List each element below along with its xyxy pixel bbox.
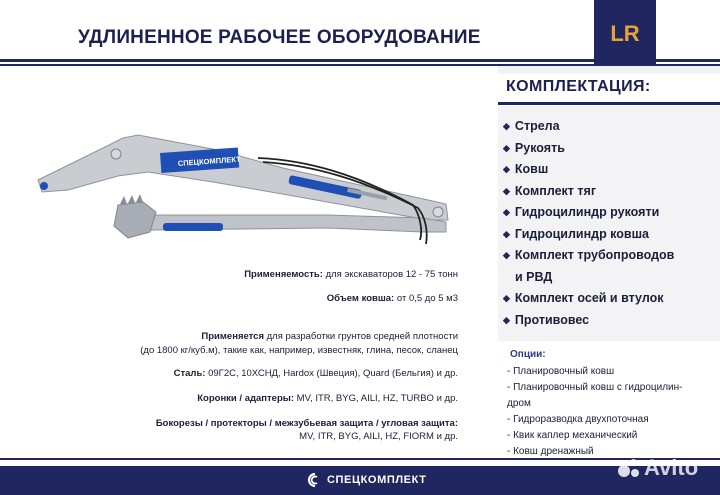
page-title: УДЛИНЕННОЕ РАБОЧЕЕ ОБОРУДОВАНИЕ bbox=[78, 27, 481, 48]
kit-item: ◆ Стрела bbox=[503, 119, 560, 133]
options-list bbox=[507, 365, 682, 461]
kit-item: ◆ Противовес bbox=[503, 312, 590, 327]
spec-cutters: Бокорезы / протекторы / межзубьевая защита / угловая защита: bbox=[155, 418, 458, 429]
diamond-bullet-icon: ◆ bbox=[503, 250, 510, 260]
spec-bucket-volume: Объем ковша: от 0,5 до 5 м3 bbox=[326, 293, 458, 304]
diamond-bullet-icon: ◆ bbox=[503, 293, 510, 303]
footer-stripe bbox=[0, 458, 720, 460]
boom-brand-text: СПЕЦКОМПЛЕКТ bbox=[177, 154, 241, 168]
company-logo-icon bbox=[305, 472, 321, 488]
kit-item: ◆ Комплект тяг bbox=[503, 183, 597, 198]
boom-illustration bbox=[28, 120, 458, 250]
kit-heading: КОМПЛЕКТАЦИЯ: bbox=[506, 78, 651, 95]
pivot-pin bbox=[40, 182, 48, 190]
option-item: - Ковш дренажный bbox=[507, 446, 594, 457]
spec-usage-cont: (до 1800 кг/куб.м), такие как, например, известняк, глина, песок, сланец bbox=[140, 345, 458, 356]
footer-logo bbox=[305, 472, 427, 488]
boom-arm bbox=[38, 135, 448, 220]
option-item: - Гидроразводка двухпоточная bbox=[507, 414, 649, 425]
option-item: - Планировочный ковш bbox=[507, 366, 615, 377]
kit-item: ◆ Ковш bbox=[503, 162, 549, 176]
diamond-bullet-icon: ◆ bbox=[503, 164, 510, 174]
kit-item: ◆ Рукоять bbox=[503, 140, 565, 155]
diamond-bullet-icon: ◆ bbox=[503, 121, 510, 131]
diamond-bullet-icon: ◆ bbox=[503, 314, 510, 325]
spec-cutters-value: MV, ITR, BYG, AILI, HZ, FIORM и др. bbox=[299, 431, 458, 442]
pivot-pin bbox=[111, 149, 121, 159]
bucket bbox=[114, 202, 156, 238]
diamond-bullet-icon: ◆ bbox=[503, 142, 510, 153]
kit-item-continuation: и РВД bbox=[515, 269, 553, 284]
spec-usage: Применяется для разработки грунтов средней плотности bbox=[201, 331, 458, 342]
option-item: дром bbox=[507, 398, 531, 409]
option-item: - Планировочный ковш с гидроцилин- bbox=[507, 382, 683, 393]
diamond-bullet-icon: ◆ bbox=[503, 228, 510, 239]
diamond-bullet-icon: ◆ bbox=[503, 185, 510, 196]
header-stripe bbox=[0, 59, 720, 62]
kit-item: ◆ Комплект осей и втулок bbox=[503, 291, 664, 305]
kit-item: ◆ Гидроцилиндр ковша bbox=[503, 226, 649, 241]
footer-brand: СПЕЦКОМПЛЕКТ bbox=[327, 474, 427, 486]
options-title: Опции: bbox=[510, 349, 546, 360]
bucket-cylinder bbox=[163, 223, 223, 231]
spec-steel: Сталь: 09Г2С, 10ХСНД, Hardox (Швеция), Quard (Бельгия) и др. bbox=[173, 368, 458, 379]
kit-list bbox=[503, 118, 674, 333]
spec-crowns: Коронки / адаптеры: MV, ITR, BYG, AILI, HZ, TURBO и др. bbox=[197, 393, 458, 404]
lr-badge: LR bbox=[594, 0, 656, 68]
spec-applicability: Применяемость: для экскаваторов 12 - 75 тонн bbox=[244, 269, 458, 280]
avito-watermark: Avito bbox=[618, 455, 698, 481]
pivot-pin bbox=[433, 207, 443, 217]
kit-item: ◆ Комплект трубопроводов bbox=[503, 248, 675, 262]
kit-heading-underline bbox=[498, 102, 720, 105]
diamond-bullet-icon: ◆ bbox=[503, 207, 510, 217]
kit-item: ◆ Гидроцилиндр рукояти bbox=[503, 205, 660, 219]
option-item: - Квик каплер механический bbox=[507, 430, 638, 441]
avito-logo-icon bbox=[618, 457, 640, 479]
